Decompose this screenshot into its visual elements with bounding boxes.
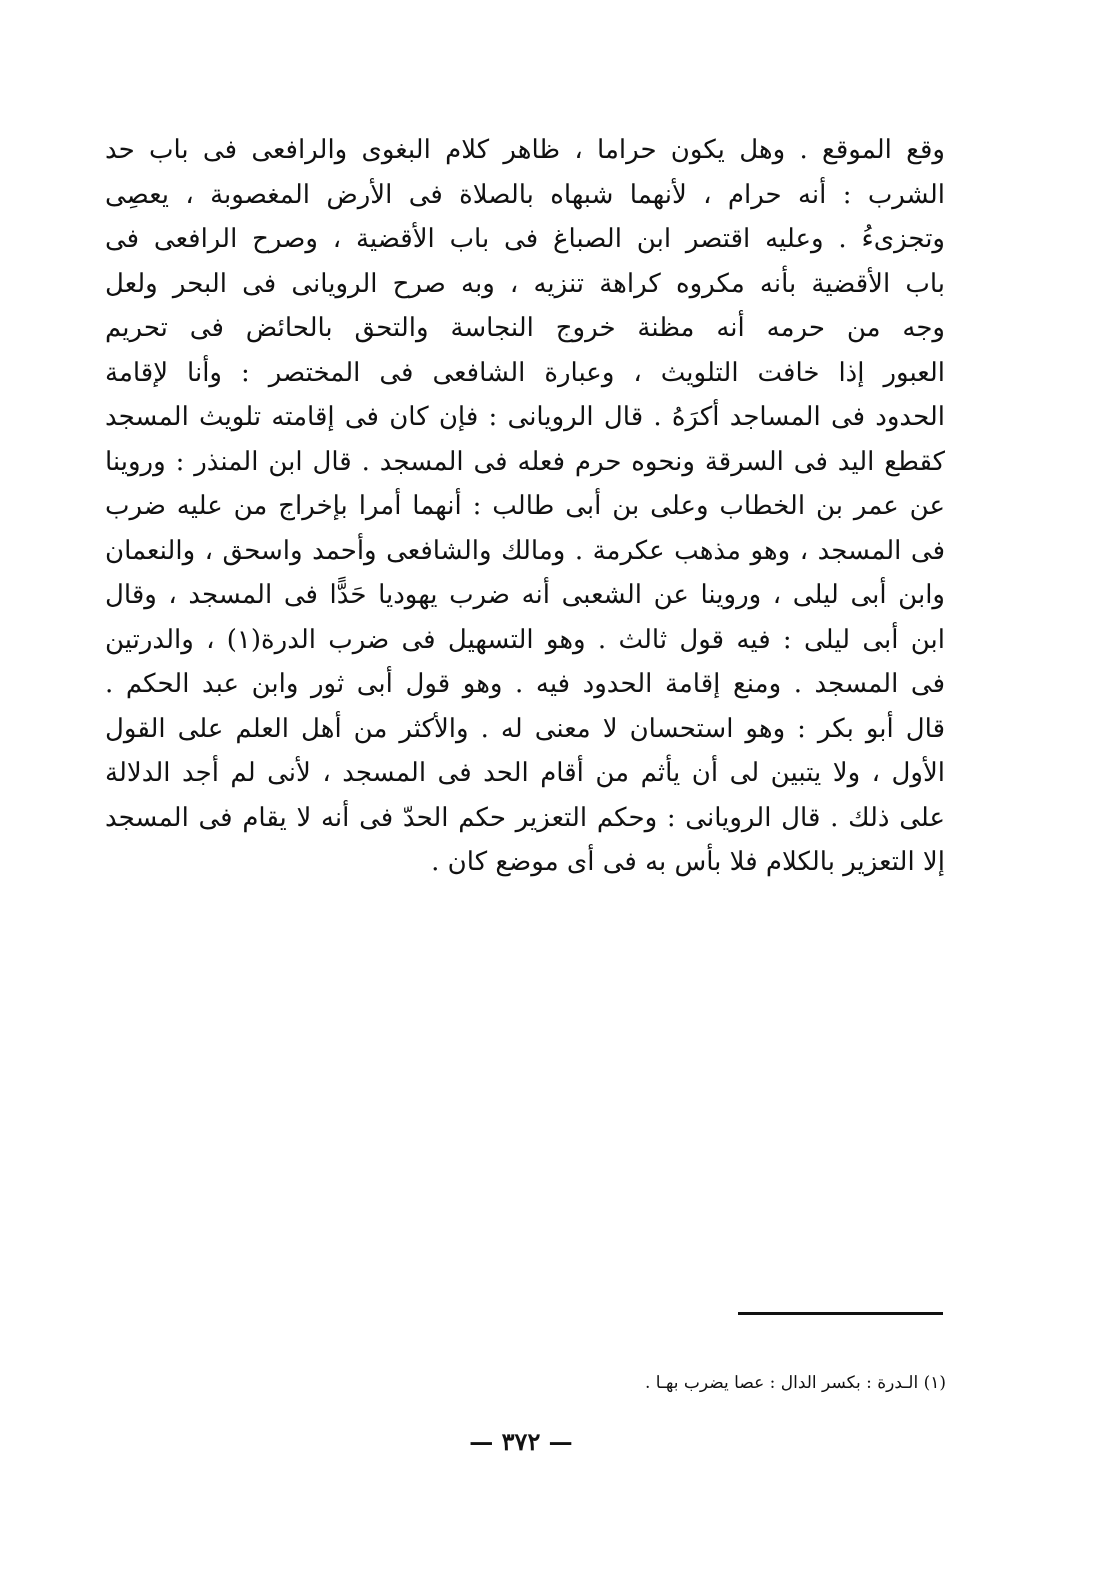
text-line: على ذلك . قال الرويانى : وحكم التعزير حكم الحدّ فى أنه لا يقام فى المسجد (105, 802, 945, 833)
text-line: فى المسجد . ومنع إقامة الحدود فيه . وهو قول أبى ثور وابن عبد الحكم . (105, 669, 945, 699)
text-line: الحدود فى المساجد أكرَهُ . قال الرويانى : فإن كان فى إقامته تلويث المسجد (105, 402, 945, 432)
text-line: العبور إذا خافت التلويث ، وعبارة الشافعى فى المختصر : وأنا لإقامة (105, 357, 945, 388)
text-line: ابن أبى ليلى : فيه قول ثالث . وهو التسهيل فى ضرب الدرة(١) ، والدرتين (105, 624, 945, 655)
text-line: كقطع اليد فى السرقة ونحوه حرم فعله فى المسجد . قال ابن المنذر : وروينا (105, 446, 945, 477)
text-line: عن عمر بن الخطاب وعلى بن أبى طالب : أنهما أمرا بإخراج من عليه ضرب (105, 491, 945, 521)
page-number: — ٣٧٢ — (469, 1427, 573, 1456)
footnote: (١) الـدرة : بكسر الدال : عصا يضرب بهـا . (644, 1373, 946, 1393)
text-line: الأول ، ولا يتبين لى أن يأثم من أقام الحد فى المسجد ، لأنى لم أجد الدلالة (105, 758, 945, 788)
text-line: قال أبو بكر : وهو استحسان لا معنى له . والأكثر من أهل العلم على القول (105, 713, 945, 744)
text-line: وتجزىءُ . وعليه اقتصر ابن الصباغ فى باب الأقضية ، وصرح الرافعى فى (105, 224, 945, 254)
text-line: الشرب : أنه حرام ، لأنهما شبهاه بالصلاة فى الأرض المغصوبة ، يعصِى (105, 179, 945, 210)
text-line: إلا التعزير بالكلام فلا بأس به فى أى موضع كان . (431, 847, 945, 877)
text-line: وابن أبى ليلى ، وروينا عن الشعبى أنه ضرب يهوديا حَدًّا فى المسجد ، وقال (105, 580, 945, 610)
text-line: وقع الموقع . وهل يكون حراما ، ظاهر كلام البغوى والرافعى فى باب حد (105, 135, 945, 165)
footnote-separator (738, 1312, 943, 1315)
main-text-block (105, 128, 945, 885)
text-line: باب الأقضية بأنه مكروه كراهة تنزيه ، وبه صرح الرويانى فى البحر ولعل (105, 268, 945, 299)
text-line: وجه من حرمه أنه مظنة خروج النجاسة والتحق بالحائض فى تحريم (105, 313, 945, 343)
text-line: فى المسجد ، وهو مذهب عكرمة . ومالك والشافعى وأحمد واسحق ، والنعمان (105, 535, 945, 566)
